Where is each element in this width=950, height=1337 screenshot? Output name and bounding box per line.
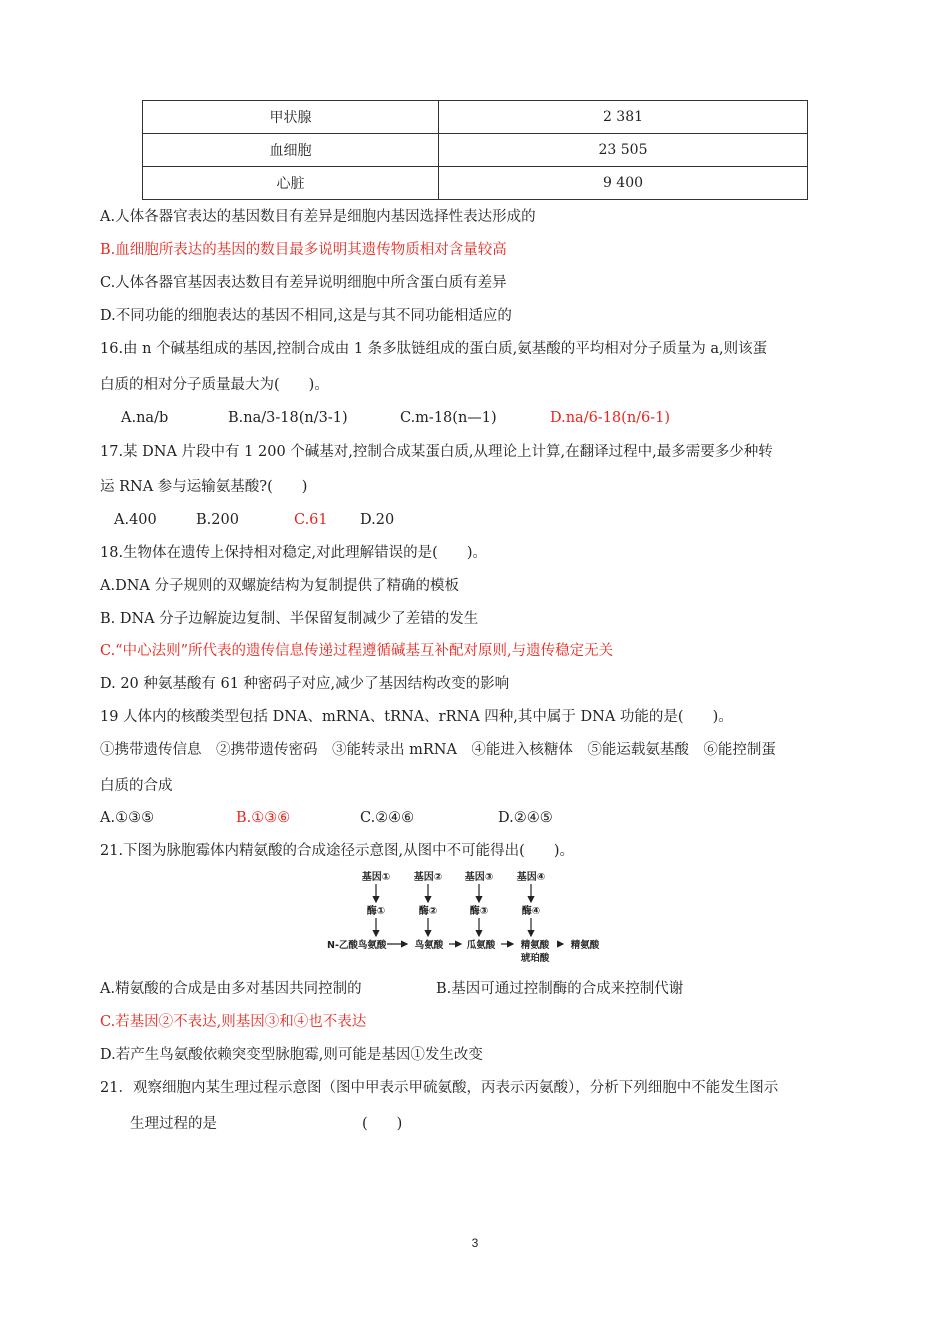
q21b-stem-line1: 21．观察细胞内某生理过程示意图（图中甲表示甲硫氨酸，丙表示丙氨酸），分析下列细胞中不能发生图示: [100, 1080, 779, 1096]
gene-label: 基因②: [413, 872, 443, 883]
q21a-stem: 21.下图为脉胞霉体内精氨酸的合成途径示意图,从图中不可能得出( )。: [100, 843, 574, 859]
table-cell-organ: 心脏: [143, 167, 439, 200]
gene-label: 基因③: [464, 872, 494, 883]
q17-option-a: A.400: [114, 512, 157, 528]
q18-option-a: A.DNA 分子规则的双螺旋结构为复制提供了精确的模板: [100, 578, 459, 594]
q19-option-b: B.①③⑥: [236, 810, 291, 826]
gene-label: 基因④: [516, 872, 546, 883]
table-cell-count: 23 505: [439, 134, 808, 167]
table-cell-count: 9 400: [439, 167, 808, 200]
q17-option-c: C.61: [294, 512, 328, 528]
table-cell-organ: 甲状腺: [143, 101, 439, 134]
q15-option-b: B.血细胞所表达的基因的数目最多说明其遗传物质相对含量较高: [100, 242, 507, 258]
q21b-answer-paren: ( ): [362, 1116, 403, 1132]
q16-stem-line2: 白质的相对分子质量最大为( )。: [100, 377, 329, 393]
q16-stem-line1: 16.由 n 个碱基组成的基因,控制合成由 1 条多肽链组成的蛋白质,氨基酸的平均相对分子质量为 a,则该蛋: [100, 341, 768, 357]
q18-option-d: D. 20 种氨基酸有 61 种密码子对应,减少了基因结构改变的影响: [100, 676, 510, 692]
substrate-label: 瓜氨酸: [466, 940, 496, 951]
substrate-label: 精氨酸: [570, 940, 600, 951]
q19-option-a: A.①③⑤: [100, 810, 155, 826]
q17-option-b: B.200: [196, 512, 239, 528]
q21a-option-d: D.若产生鸟氨酸依赖突变型脉胞霉,则可能是基因①发生改变: [100, 1047, 483, 1063]
q17-stem-line2: 运 RNA 参与运输氨基酸?( ): [100, 479, 308, 495]
q15-option-c: C.人体各器官基因表达数目有差异说明细胞中所含蛋白质有差异: [100, 275, 507, 291]
q15-option-a: A.人体各器官表达的基因数目有差异是细胞内基因选择性表达形成的: [100, 209, 536, 225]
table-cell-count: 2 381: [439, 101, 808, 134]
substrate-label: 鸟氨酸: [414, 940, 444, 951]
q21b-stem-line2: 生理过程的是: [130, 1116, 217, 1132]
table-row: [143, 134, 808, 167]
enzyme-label: 酶②: [418, 906, 438, 917]
q19-option-c: C.②④⑥: [360, 810, 415, 826]
q16-option-a: A.na/b: [121, 410, 169, 426]
q17-stem-line1: 17.某 DNA 片段中有 1 200 个碱基对,控制合成某蛋白质,从理论上计算,在翻译过程中,最多需要多少种转: [100, 444, 773, 460]
q18-option-c: C.“中心法则”所代表的遗传信息传递过程遵循碱基互补配对原则,与遗传稳定无关: [100, 643, 614, 659]
q16-option-c: C.m-18(n—1): [400, 410, 497, 426]
q18-stem: 18.生物体在遗传上保持相对稳定,对此理解错误的是( )。: [100, 545, 487, 561]
substrate-label: 精氨酸: [520, 940, 550, 951]
q21a-option-b: B.基因可通过控制酶的合成来控制代谢: [436, 981, 684, 997]
q21a-option-a: A.精氨酸的合成是由多对基因共同控制的: [100, 981, 362, 997]
gene-label: 基因①: [361, 872, 391, 883]
enzyme-label: 酶④: [521, 906, 541, 917]
table-row: [143, 167, 808, 200]
byproduct-label: 琥珀酸: [520, 953, 550, 964]
q15-option-d: D.不同功能的细胞表达的基因不相同,这是与其不同功能相适应的: [100, 308, 512, 324]
q16-option-b: B.na/3-18(n/3-1): [228, 410, 348, 426]
q19-items-line1: ①携带遗传信息 ②携带遗传密码 ③能转录出 mRNA ④能进入核糖体 ⑤能运载氨基酸 ⑥能控制蛋: [100, 742, 776, 758]
q19-option-d: D.②④⑤: [498, 810, 553, 826]
substrate-label: N-乙酸鸟氨酸: [327, 940, 387, 951]
enzyme-label: 酶③: [469, 906, 489, 917]
q18-option-b: B. DNA 分子边解旋边复制、半保留复制减少了差错的发生: [100, 611, 479, 627]
enzyme-label: 酶①: [366, 906, 386, 917]
q19-stem: 19 人体内的核酸类型包括 DNA、mRNA、tRNA、rRNA 四种,其中属于 DNA 功能的是( )。: [100, 709, 733, 725]
table-cell-organ: 血细胞: [143, 134, 439, 167]
arginine-pathway-diagram: [325, 868, 625, 968]
q16-option-d: D.na/6-18(n/6-1): [550, 410, 671, 426]
q17-option-d: D.20: [360, 512, 395, 528]
q21a-option-c: C.若基因②不表达,则基因③和④也不表达: [100, 1014, 367, 1030]
page-number: 3: [471, 1236, 479, 1250]
table-row: [143, 101, 808, 134]
gene-count-table: [142, 100, 808, 200]
q19-items-line2: 白质的合成: [100, 778, 173, 794]
